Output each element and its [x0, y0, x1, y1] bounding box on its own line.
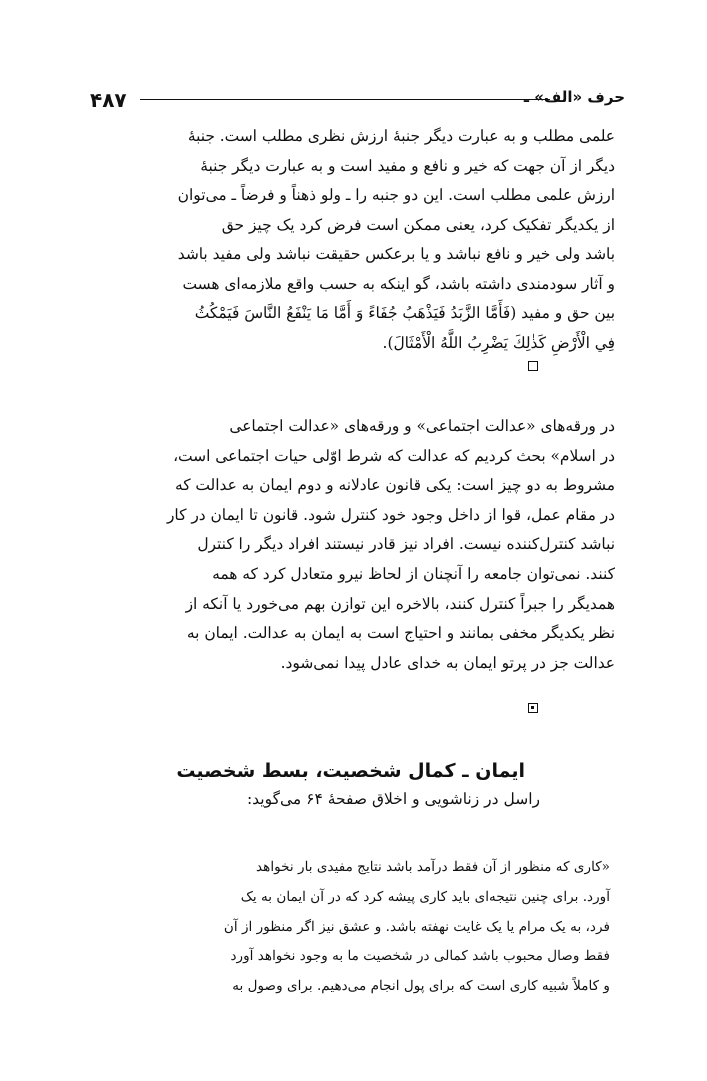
quote-line: فرد، به یک مرام یا یک غایت نهفته باشد. و عشق نیز اگر منظور از آن: [223, 918, 610, 935]
page-header: [90, 88, 625, 110]
section-subheading: راسل در زناشویی و اخلاق صفحهٔ ۶۴ می‌گوید:: [246, 790, 540, 808]
section-heading: ایمان ـ کمال شخصیت، بسط شخصیت: [176, 760, 525, 782]
text-line: عدالت جز در پرتو ایمان به خدای عادل پیدا نمی‌شود.: [280, 653, 615, 672]
quran-verse-line: بین حق و مفید (فَأَمَّا الزَّبَدُ فَيَذْهَبُ جُفَاءً وَ أَمَّا مَا يَنْفَعُ النَّاسَ فَيَمْكُثُ: [194, 304, 615, 322]
quote-line: فقط وصال محبوب باشد کمالی در شخصیت ما به وجود نخواهد آورد: [230, 948, 610, 965]
section-end-dotted-square-icon: [528, 703, 538, 713]
text-line: علمی مطلب و به عبارت دیگر جنبهٔ ارزش نظری مطلب است. جنبهٔ: [187, 127, 615, 145]
paragraph-1: [100, 122, 615, 358]
quote-line: «کاری که منظور از آن فقط درآمد باشد نتایج مفیدی بار نخواهد: [256, 859, 610, 875]
quran-verse-line: فِي الْأَرْضِ كَذٰلِكَ يَضْرِبُ اللَّهُ الْأَمْثَالَ).: [382, 333, 615, 352]
text-line: دیگر از آن جهت که خیر و نافع و مفید است و به عبارت دیگر جنبهٔ: [200, 156, 615, 175]
text-line: نباشد کنترل‌کننده نیست. افراد نیز قادر نیستند افراد دیگر را کنترل: [197, 535, 615, 554]
text-line: باشد ولی خیر و نافع نباشد و یا برعکس حقیقت نباشد ولی مفید باشد: [177, 245, 615, 263]
text-line: نظر یکدیگر مخفی بمانند و احتیاج است به ایمان به عدالت. ایمان به: [186, 624, 615, 643]
text-line: از یکدیگر تفکیک کرد، یعنی ممکن است فرض کرد یک چیز حق: [221, 215, 615, 234]
text-line: ارزش علمی مطلب است. این دو جنبه را ـ ولو ذهناً و فرضاً ـ می‌توان: [177, 186, 615, 204]
text-line: همدیگر را جبراً کنترل کنند، بالاخره این توازن بهم می‌خورد یا آنکه از: [185, 594, 615, 613]
quotation-block: [95, 853, 610, 1002]
text-line: در مقام عمل، قوا از داخل وجود خود کنترل شود. قانون تا ایمان در کار: [166, 505, 615, 524]
text-line: مشروط به دو چیز است: یکی قانون عادلانه و دوم ایمان به عدالت که: [174, 476, 615, 495]
text-line: در ورقه‌های «عدالت اجتماعی» و ورقه‌های «عدالت اجتماعی: [229, 417, 615, 435]
quote-line: آورد. برای چنین نتیجه‌ای باید کاری پیشه کرد که در آن ایمان به یک: [240, 888, 610, 905]
section-end-square-icon: [528, 361, 538, 371]
paragraph-2: [100, 412, 615, 678]
quote-line: و کاملاً شبیه کاری است که برای پول انجام می‌دهیم. برای وصول به: [232, 978, 610, 995]
text-line: در اسلام» بحث کردیم که عدالت که شرط اوّلی حیات اجتماعی است،: [173, 446, 615, 465]
running-title: حرف «الف» ـ: [523, 88, 625, 106]
header-rule: [140, 99, 550, 100]
page-number: ۴۸۷: [90, 88, 127, 112]
text-line: کنند. نمی‌توان جامعه را آنچنان از لحاظ نیرو متعادل کرد که همه: [212, 564, 615, 583]
text-line: و آثار سودمندی داشته باشد، گو اینکه به حسب واقع ملازمه‌ای هست: [182, 274, 615, 293]
